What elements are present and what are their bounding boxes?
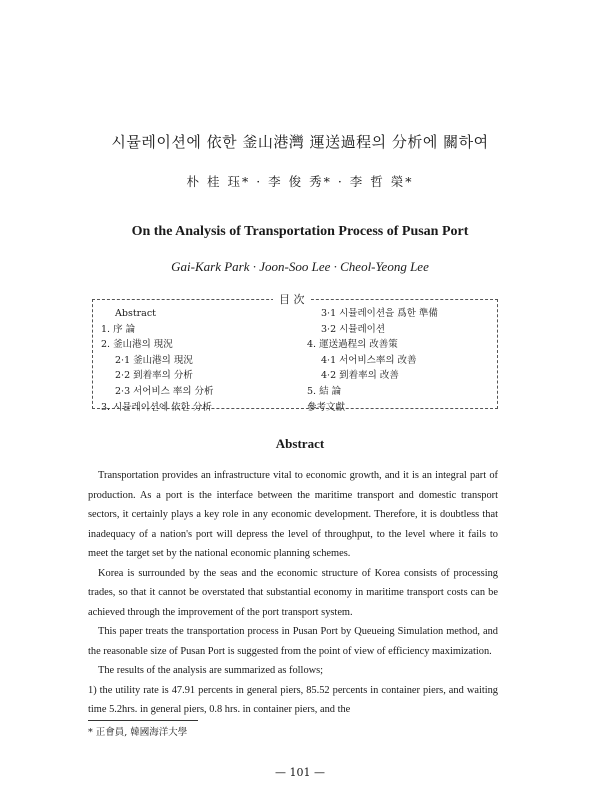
abstract-paragraph-0: Transportation provides an infrastructure vital to economic growth, and it is an integral part of production. As a port is the interface between the maritime transport and domestic transport sectors, it certainly plays a key role in any economic development. Therefore, it is doubtless that inadequacy of a nation's port will depress the level of throughput, to the level where it fails to meet the target set by the national economic planning schemes. [88,470,498,559]
toc-entry-right-3: 4·1 서어비스率의 改善 [321,354,417,366]
toc-entry-right-4: 4·2 到着率의 改善 [321,370,399,382]
authors-english: Gai-Kark Park · Joon-Soo Lee · Cheol-Yeong Lee [171,259,429,274]
toc-entry-right-1: 3·2 시뮬레이션 [321,323,386,335]
toc-entry-right-5: 5. 結 論 [307,385,342,397]
toc-entry-right-2: 4. 運送過程의 改善策 [307,339,398,351]
paper-title-english: On the Analysis of Transportation Process of Pusan Port [131,224,469,239]
toc-entry-left-2: 2. 釜山港의 現況 [101,339,173,351]
toc-entry-left-3: 2·1 釜山港의 現況 [115,354,193,366]
paper-title-korean: 시뮬레이션에 依한 釜山港灣 運送過程의 分析에 關하여 [111,133,489,151]
abstract-paragraph-3: The results of the analysis are summarized as follows; [98,665,324,676]
abstract-heading: Abstract [275,436,325,451]
toc-right-column [307,306,438,415]
toc-left-column [101,306,214,415]
abstract-body [88,466,498,720]
abstract-paragraph-4: 1) the utility rate is 47.91 percents in general piers, 85.52 percents in container piers, and waiting time 5.2hrs. in general piers, 0.8 hrs. in container piers, and the [88,684,498,715]
authors-korean: 朴 桂 珏* · 李 俊 秀* · 李 哲 榮* [186,174,414,189]
toc-entry-left-4: 2·2 到着率의 分析 [115,370,193,382]
footnote: * 正會員, 韓國海洋大學 [88,727,188,738]
table-of-contents [92,299,498,413]
page-number: — 101 — [275,766,325,779]
toc-entry-left-0: Abstract [115,308,156,319]
footnote-divider [88,720,198,721]
toc-entry-left-5: 2·3 서어비스 率의 分析 [115,385,214,397]
toc-entry-right-6: 參考文獻 [307,401,346,413]
abstract-paragraph-1: Korea is surrounded by the seas and the economic structure of Korea consists of processing trades, so that it cannot be overstated that substantial economy in maritime transport costs can be achieved through the improvement of the port transport system. [88,567,498,618]
toc-entry-right-0: 3·1 시뮬레이션을 爲한 準備 [321,308,438,319]
abstract-paragraph-2: This paper treats the transportation process in Pusan Port by Queueing Simulation method, and the reasonable size of Pusan Port is suggested from the point of view of efficiency maximization. [88,626,498,657]
toc-heading: 目 次 [273,291,311,307]
toc-entry-left-1: 1. 序 論 [101,323,136,335]
toc-entry-left-6: 3. 시뮬레이션에 依한 分析 [101,401,212,413]
